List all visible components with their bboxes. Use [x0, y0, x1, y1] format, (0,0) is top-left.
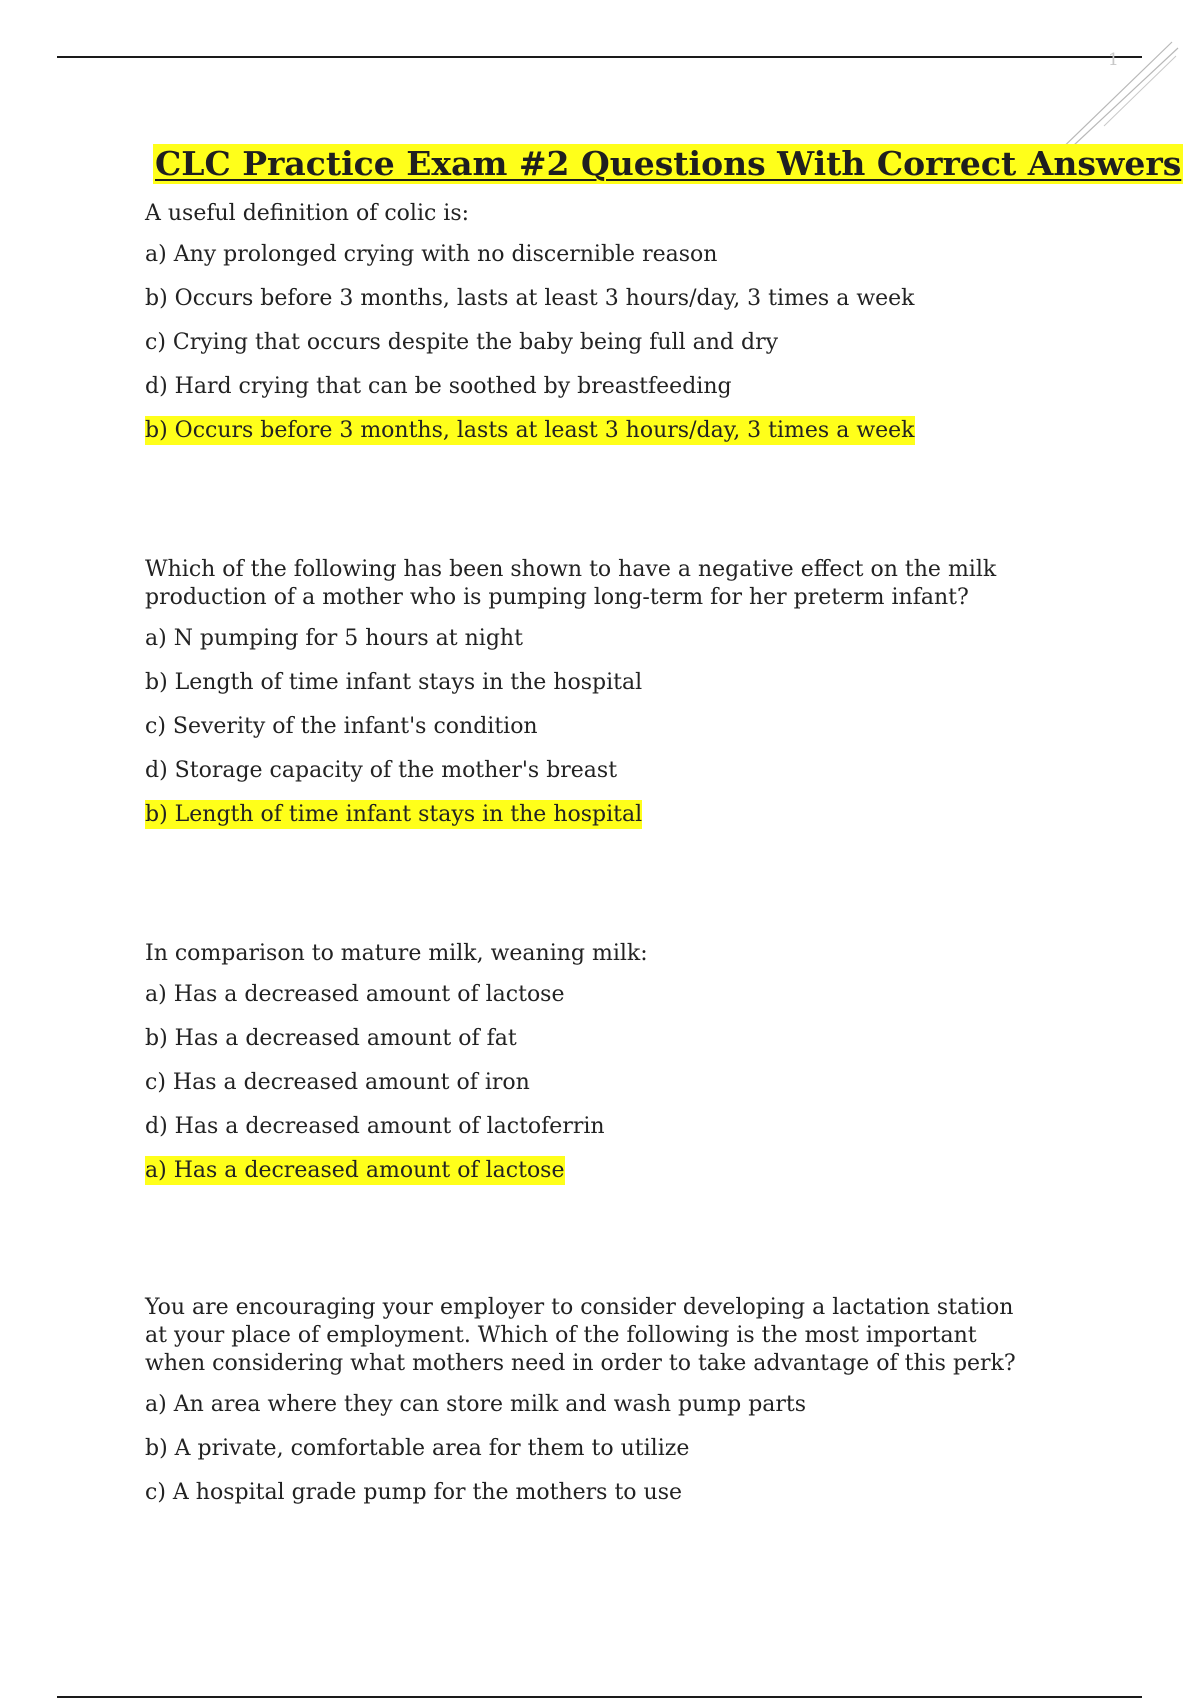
question-stem: In comparison to mature milk, weaning milk: — [145, 941, 648, 966]
question-3 — [145, 940, 1045, 1185]
answer-option-a: a) Has a decreased amount of lactose — [145, 982, 565, 1007]
question-stem: A useful definition of colic is: — [145, 201, 470, 226]
answer-option-c: c) Severity of the infant's condition — [145, 714, 538, 739]
answer-option-b: b) Has a decreased amount of fat — [145, 1026, 517, 1051]
answer-option-c: c) A hospital grade pump for the mothers to use — [145, 1480, 683, 1505]
answer-option-c: c) Crying that occurs despite the baby being full and dry — [145, 330, 779, 355]
question-4 — [145, 1294, 1045, 1522]
answer-option-a: a) An area where they can store milk and wash pump parts — [145, 1392, 807, 1417]
correct-answer-highlight: b) Occurs before 3 months, lasts at least 3 hours/day, 3 times a week — [145, 418, 915, 443]
answer-option-d: d) Hard crying that can be soothed by breastfeeding — [145, 374, 732, 399]
answer-option-d: d) Storage capacity of the mother's breast — [145, 758, 618, 783]
page-number: 1 — [1108, 50, 1119, 70]
answer-option-c: c) Has a decreased amount of iron — [145, 1070, 530, 1095]
document-title: CLC Practice Exam #2 Questions With Correct Answers — [155, 144, 1182, 183]
answer-option-b: b) A private, comfortable area for them to utilize — [145, 1436, 690, 1461]
answer-option-b: b) Occurs before 3 months, lasts at least 3 hours/day, 3 times a week — [145, 286, 915, 311]
answer-option-b: b) Length of time infant stays in the hospital — [145, 670, 643, 695]
footer-rule — [57, 1696, 1142, 1698]
correct-answer-highlight: a) Has a decreased amount of lactose — [145, 1158, 565, 1183]
correct-answer-highlight: b) Length of time infant stays in the hospital — [145, 802, 643, 827]
question-stem: Which of the following has been shown to have a negative effect on the milk production of a mother who is pumping long-term for her preterm infant? — [145, 557, 997, 610]
answer-option-a: a) N pumping for 5 hours at night — [145, 626, 523, 651]
header-rule — [57, 56, 1142, 58]
answer-option-a: a) Any prolonged crying with no discernible reason — [145, 242, 718, 267]
question-stem: You are encouraging your employer to consider developing a lactation station at your place of employment. Which of the following is the most important when considering what mothers need in order to take advantage of this perk? — [145, 1295, 1016, 1376]
question-2 — [145, 556, 1045, 829]
answer-option-d: d) Has a decreased amount of lactoferrin — [145, 1114, 605, 1139]
question-1 — [145, 200, 1045, 445]
